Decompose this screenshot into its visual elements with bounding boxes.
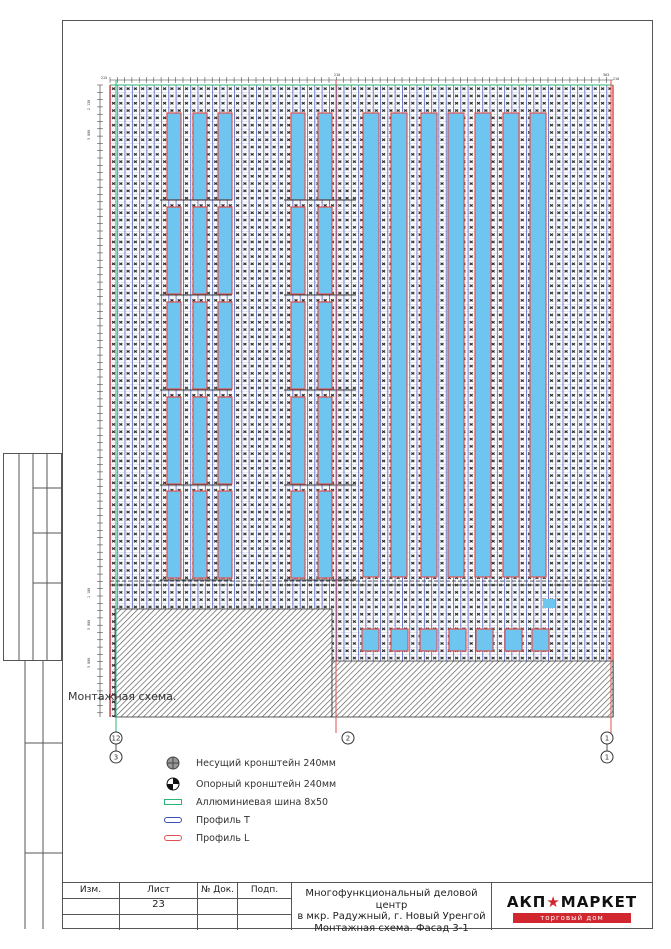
window-pane [318, 302, 332, 389]
window-strip [421, 113, 437, 577]
legend-item [160, 811, 336, 829]
lower-window [532, 629, 549, 651]
project-title [292, 883, 492, 934]
window-pane [218, 397, 232, 484]
window-pane [218, 207, 232, 294]
window-pane [318, 113, 332, 200]
window-strip [363, 113, 379, 577]
window-pane [167, 207, 181, 294]
legend-label: Профиль L [196, 832, 250, 844]
tb-header-izm: Изм. [79, 885, 102, 895]
logo-left-text: АКП [506, 893, 547, 911]
window-pane [167, 397, 181, 484]
tb-header-doc: № Док. [200, 885, 235, 895]
lower-window [449, 629, 466, 651]
left-dim-5: 3 000 [87, 657, 91, 668]
t-profile-icon [160, 817, 186, 823]
right-window-strips [363, 113, 546, 577]
window-pane [193, 302, 207, 389]
top-dimension-chain [110, 77, 613, 83]
small-window [543, 599, 555, 608]
lower-window [420, 629, 437, 651]
bearing-bracket-icon [160, 756, 186, 770]
star-icon: ★ [546, 893, 561, 911]
axis-label-12: 12 [111, 734, 121, 743]
legend-item [160, 793, 336, 811]
window-pane [193, 491, 207, 578]
window-pane [167, 302, 181, 389]
window-pane [167, 113, 181, 200]
logo-subtitle: торговый дом [513, 913, 631, 923]
window-pane [193, 113, 207, 200]
l-profile-icon [160, 835, 186, 841]
window-strip [391, 113, 407, 577]
drawing-caption: Монтажная схема. [68, 690, 177, 703]
project-line-2: в мкр. Радужный, г. Новый Уренгой [297, 911, 486, 922]
axis-bubble-1-lower [601, 751, 613, 763]
axis-bubble-1 [601, 732, 613, 744]
tb-row-divider [62, 898, 292, 899]
left-dim-3: 1 100 [87, 587, 91, 598]
tb-sheet-number: 23 [152, 899, 165, 910]
legend-item [160, 754, 336, 772]
logo-right-text: МАРКЕТ [560, 893, 638, 911]
tb-col-izm [62, 883, 120, 930]
window-pane [318, 397, 332, 484]
lower-window [362, 629, 379, 651]
axis-bubble-12 [110, 732, 122, 744]
window-pane [193, 397, 207, 484]
window-pane [291, 302, 305, 389]
window-pane [291, 207, 305, 294]
axis-label-3: 3 [113, 753, 119, 762]
left-dim-1: 2 130 [87, 99, 91, 110]
window-pane [318, 491, 332, 578]
tb-col-list [120, 883, 198, 930]
window-pane [291, 491, 305, 578]
window-strip [475, 113, 491, 577]
legend [160, 754, 336, 847]
window-pane [218, 491, 232, 578]
window-pane [218, 302, 232, 389]
title-block [62, 882, 653, 934]
window-pane [291, 397, 305, 484]
left-dimension-chain [97, 85, 103, 717]
legend-label: Опорный кронштейн 240мм [196, 778, 337, 790]
left-dim-4: 3 000 [87, 619, 91, 630]
axis-bubble-3-lower [110, 751, 122, 763]
axis-label-1-lower: 1 [604, 753, 610, 762]
legend-label: Аллюминиевая шина 8х50 [196, 796, 329, 808]
company-logo [502, 893, 642, 925]
top-dim-4: 210 [613, 77, 620, 81]
window-pane [218, 113, 232, 200]
lower-window [476, 629, 493, 651]
hatched-zone-right [332, 661, 613, 717]
project-line-3: Монтажная схема. Фасад 3-1 [314, 922, 469, 934]
window-strip [503, 113, 519, 577]
axis-bubble-2 [342, 732, 354, 744]
window-strip [530, 113, 546, 577]
tb-header-list: Лист [147, 885, 170, 895]
lower-window [505, 629, 522, 651]
axis-label-1: 1 [604, 734, 610, 743]
legend-label: Несущий кронштейн 240мм [196, 757, 336, 769]
window-pane [318, 207, 332, 294]
aluminium-bar-icon [160, 799, 186, 805]
tb-header-sign: Подп. [250, 885, 279, 895]
top-dim-1: 215 [101, 76, 108, 80]
left-dim-2: 3 000 [87, 129, 91, 140]
project-line-1: Многофункциональный деловой центр [305, 888, 478, 911]
axis-label-2: 2 [345, 734, 351, 743]
top-dim-2: 210 [334, 73, 341, 77]
legend-item [160, 829, 336, 847]
legend-item [160, 775, 336, 793]
tb-col-doc [198, 883, 238, 930]
tb-row-divider [62, 914, 292, 915]
top-dim-3: 303 [603, 73, 610, 77]
window-pane [193, 207, 207, 294]
support-bracket-icon [160, 777, 186, 791]
window-strip [448, 113, 464, 577]
window-pane [291, 113, 305, 200]
lower-window [391, 629, 408, 651]
window-pane [167, 491, 181, 578]
tb-col-sign [238, 883, 292, 930]
legend-label: Профиль Т [196, 814, 250, 826]
